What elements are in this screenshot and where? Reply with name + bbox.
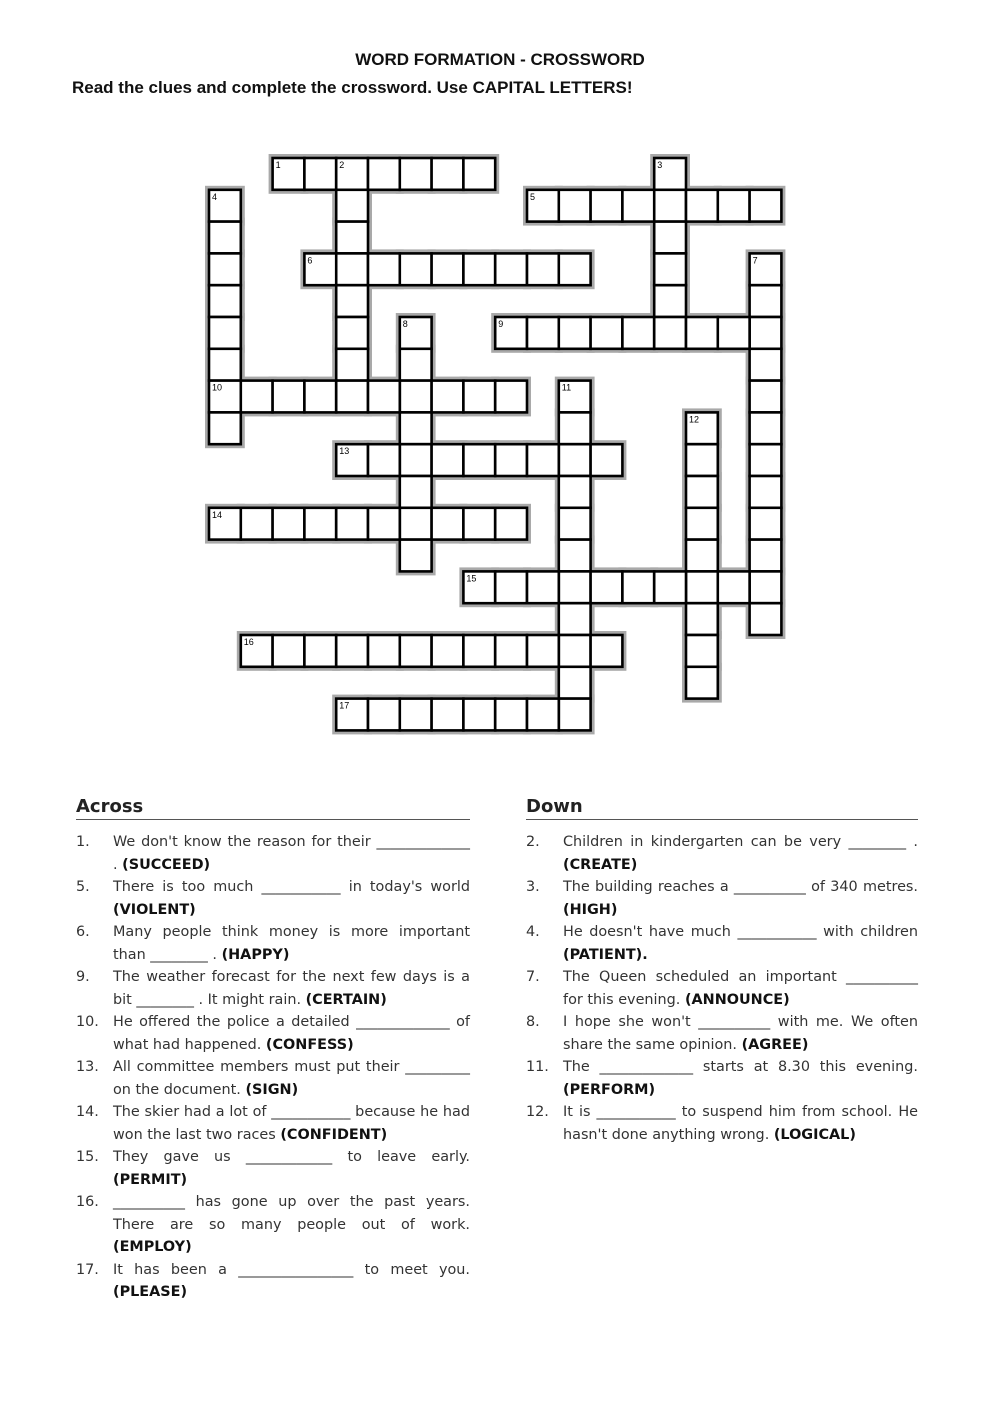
cell-number: 9 bbox=[498, 319, 504, 329]
grid-cell[interactable] bbox=[400, 508, 432, 540]
grid-cell[interactable] bbox=[654, 253, 686, 285]
grid-cell[interactable] bbox=[559, 508, 591, 540]
grid-cell[interactable] bbox=[463, 508, 495, 540]
clue-number: 5. bbox=[76, 879, 90, 895]
cell-number: 13 bbox=[339, 446, 350, 457]
worksheet-instructions: Read the clues and complete the crossword. Use CAPITAL LETTERS! bbox=[72, 78, 633, 97]
grid-cell[interactable] bbox=[686, 317, 718, 349]
grid-cell[interactable] bbox=[622, 571, 654, 603]
cell-number: 6 bbox=[307, 255, 313, 266]
clue-text: __________ has gone up over the past years. There are so many people out of work. (EMPLOY) bbox=[113, 1194, 470, 1255]
grid-cell[interactable] bbox=[368, 699, 400, 731]
grid-cell[interactable] bbox=[495, 444, 527, 476]
across-clue bbox=[76, 1011, 470, 1056]
grid-cell[interactable] bbox=[336, 285, 368, 317]
grid-cell[interactable] bbox=[718, 317, 750, 349]
across-clue bbox=[76, 1259, 470, 1304]
across-clue bbox=[76, 876, 470, 921]
cell-number: 10 bbox=[212, 382, 223, 393]
grid-cell[interactable] bbox=[400, 253, 432, 285]
down-clue bbox=[526, 1101, 918, 1146]
clue-root-word: (EMPLOY) bbox=[113, 1239, 192, 1255]
grid-cell[interactable] bbox=[686, 190, 718, 222]
grid-cell[interactable] bbox=[495, 253, 527, 285]
grid-cell[interactable] bbox=[400, 444, 432, 476]
clue-root-word: (CONFESS) bbox=[265, 1036, 354, 1053]
grid-cell[interactable] bbox=[209, 349, 241, 381]
cell-number: 3 bbox=[657, 160, 663, 170]
grid-cell[interactable] bbox=[400, 381, 432, 413]
grid-cell[interactable] bbox=[591, 190, 623, 222]
clue-text: All committee members must put their _________ on the document. (SIGN) bbox=[113, 1059, 470, 1098]
grid-cell[interactable] bbox=[591, 444, 623, 476]
grid-cell[interactable] bbox=[750, 381, 782, 413]
cell-number: 17 bbox=[339, 700, 350, 711]
grid-cell[interactable] bbox=[527, 571, 559, 603]
grid-cell[interactable] bbox=[686, 603, 718, 635]
grid-cell[interactable] bbox=[559, 603, 591, 635]
grid-cell[interactable] bbox=[718, 190, 750, 222]
grid-cell[interactable] bbox=[654, 222, 686, 254]
grid-cell[interactable] bbox=[209, 412, 241, 444]
clue-text: We don't know the reason for their _____________ . (SUCCEED) bbox=[113, 834, 470, 873]
grid-cell[interactable] bbox=[750, 508, 782, 540]
grid-cell[interactable] bbox=[432, 635, 464, 667]
grid-cell[interactable] bbox=[686, 635, 718, 667]
grid-cell[interactable] bbox=[750, 444, 782, 476]
clue-number: 17. bbox=[76, 1261, 99, 1278]
grid-cell[interactable] bbox=[559, 540, 591, 572]
grid-cell[interactable] bbox=[750, 190, 782, 222]
grid-cell[interactable] bbox=[400, 540, 432, 572]
grid-cell[interactable] bbox=[400, 349, 432, 381]
grid-cell[interactable] bbox=[750, 285, 782, 317]
clue-text: The weather forecast for the next few days is a bit ________ . It might rain. (CERTAIN) bbox=[113, 969, 470, 1008]
grid-cell[interactable] bbox=[400, 635, 432, 667]
grid-cell[interactable] bbox=[432, 508, 464, 540]
cell-number: 14 bbox=[212, 509, 223, 520]
grid-cell[interactable] bbox=[686, 476, 718, 508]
clue-root-word: (SUCCEED) bbox=[122, 856, 211, 873]
grid-cell[interactable] bbox=[527, 444, 559, 476]
clue-number: 10. bbox=[76, 1014, 99, 1030]
grid-cell[interactable] bbox=[368, 381, 400, 413]
clue-root-word: (CERTAIN) bbox=[305, 991, 387, 1008]
grid-cell[interactable] bbox=[559, 253, 591, 285]
grid-cell[interactable] bbox=[495, 381, 527, 413]
grid-cell[interactable] bbox=[463, 635, 495, 667]
across-clue bbox=[76, 1056, 470, 1101]
across-clues-section bbox=[76, 796, 470, 1304]
clue-number: 1. bbox=[76, 834, 90, 850]
clue-root-word: (PATIENT). bbox=[563, 946, 648, 963]
grid-cell[interactable] bbox=[750, 603, 782, 635]
grid-cell[interactable] bbox=[591, 571, 623, 603]
clue-text: Many people think money is more important than ________ . (HAPPY) bbox=[113, 924, 470, 963]
clue-text: They gave us ____________ to leave early. (PERMIT) bbox=[113, 1149, 470, 1188]
clue-text: It is ___________ to suspend him from school. He hasn't done anything wrong. (LOGICAL) bbox=[563, 1104, 918, 1143]
grid-cell[interactable] bbox=[432, 253, 464, 285]
grid-cell[interactable] bbox=[336, 349, 368, 381]
down-clue bbox=[526, 1056, 918, 1101]
down-clue bbox=[526, 1011, 918, 1056]
clue-text: It has been a ________________ to meet you. (PLEASE) bbox=[113, 1261, 470, 1300]
clue-number: 13. bbox=[76, 1059, 99, 1075]
grid-cell[interactable] bbox=[559, 412, 591, 444]
clue-text: I hope she won't __________ with me. We often share the same opinion. (AGREE) bbox=[563, 1014, 918, 1053]
grid-cell[interactable] bbox=[559, 444, 591, 476]
grid-cell[interactable] bbox=[368, 508, 400, 540]
grid-cell[interactable] bbox=[686, 444, 718, 476]
clue-root-word: (LOGICAL) bbox=[773, 1126, 856, 1143]
grid-cell[interactable] bbox=[400, 158, 432, 190]
down-clue bbox=[526, 831, 918, 876]
clue-number: 12. bbox=[526, 1104, 549, 1120]
grid-cell[interactable] bbox=[400, 412, 432, 444]
clue-root-word: (CONFIDENT) bbox=[280, 1126, 388, 1143]
grid-cell[interactable] bbox=[336, 317, 368, 349]
cell-number: 12 bbox=[689, 414, 700, 425]
grid-cell[interactable] bbox=[241, 381, 273, 413]
clue-text: The building reaches a __________ of 340 metres. (HIGH) bbox=[563, 879, 918, 918]
down-clue bbox=[526, 921, 918, 966]
cell-number: 8 bbox=[402, 319, 408, 329]
clue-text: The _____________ starts at 8.30 this evening. (PERFORM) bbox=[563, 1059, 918, 1098]
grid-cell[interactable] bbox=[750, 317, 782, 349]
grid-cell[interactable] bbox=[336, 381, 368, 413]
across-heading: Across bbox=[76, 796, 470, 820]
clue-number: 8. bbox=[526, 1014, 540, 1030]
grid-cell[interactable] bbox=[400, 699, 432, 731]
grid-cell[interactable] bbox=[622, 317, 654, 349]
clue-number: 16. bbox=[76, 1194, 99, 1210]
grid-cell[interactable] bbox=[432, 381, 464, 413]
clue-number: 6. bbox=[76, 924, 90, 940]
clue-number: 14. bbox=[76, 1104, 99, 1120]
grid-cell[interactable] bbox=[654, 190, 686, 222]
cell-number: 15 bbox=[466, 573, 477, 584]
grid-cell[interactable] bbox=[241, 508, 273, 540]
clue-number: 11. bbox=[526, 1059, 549, 1075]
down-clue bbox=[526, 876, 918, 921]
clue-root-word: (AGREE) bbox=[741, 1036, 809, 1053]
grid-cell[interactable] bbox=[304, 381, 336, 413]
grid-cell[interactable] bbox=[209, 285, 241, 317]
down-clue-list bbox=[526, 831, 918, 1146]
grid-cell[interactable] bbox=[559, 476, 591, 508]
grid-cell[interactable] bbox=[209, 222, 241, 254]
cell-number: 5 bbox=[530, 191, 536, 202]
grid-cell[interactable] bbox=[432, 699, 464, 731]
grid-cell[interactable] bbox=[718, 571, 750, 603]
grid-cell[interactable] bbox=[559, 317, 591, 349]
across-clue bbox=[76, 921, 470, 966]
clue-root-word: (HAPPY) bbox=[221, 946, 290, 963]
clue-number: 7. bbox=[526, 969, 540, 985]
clue-number: 15. bbox=[76, 1149, 99, 1165]
clue-number: 9. bbox=[76, 969, 90, 985]
grid-cell[interactable] bbox=[336, 222, 368, 254]
down-clue bbox=[526, 966, 918, 1011]
grid-cell[interactable] bbox=[209, 253, 241, 285]
clue-root-word: (PLEASE) bbox=[113, 1284, 188, 1300]
grid-cell[interactable] bbox=[336, 508, 368, 540]
clue-text: The skier had a lot of ___________ because he had won the last two races (CONFIDENT) bbox=[113, 1104, 470, 1143]
grid-cell[interactable] bbox=[432, 158, 464, 190]
grid-cell[interactable] bbox=[495, 508, 527, 540]
grid-cell[interactable] bbox=[495, 635, 527, 667]
clue-root-word: (PERMIT) bbox=[113, 1171, 188, 1188]
grid-cell[interactable] bbox=[273, 635, 305, 667]
grid-cell[interactable] bbox=[559, 667, 591, 699]
across-clue bbox=[76, 1191, 470, 1259]
down-clues-section bbox=[526, 796, 918, 1146]
cell-number: 2 bbox=[339, 160, 345, 170]
clue-root-word: (PERFORM) bbox=[563, 1081, 656, 1098]
grid-cell[interactable] bbox=[273, 381, 305, 413]
grid-cell[interactable] bbox=[686, 667, 718, 699]
grid-cell[interactable] bbox=[750, 540, 782, 572]
grid-cell[interactable] bbox=[654, 285, 686, 317]
grid-cell[interactable] bbox=[559, 190, 591, 222]
cell-number: 16 bbox=[243, 637, 254, 647]
grid-cell[interactable] bbox=[400, 476, 432, 508]
cell-number: 1 bbox=[275, 160, 281, 170]
clue-root-word: (VIOLENT) bbox=[113, 901, 196, 918]
clue-number: 4. bbox=[526, 924, 540, 940]
grid-cell[interactable] bbox=[750, 571, 782, 603]
grid-cell[interactable] bbox=[654, 571, 686, 603]
clue-root-word: (CREATE) bbox=[563, 856, 638, 873]
grid-cell[interactable] bbox=[336, 253, 368, 285]
grid-cell[interactable] bbox=[686, 540, 718, 572]
clue-number: 3. bbox=[526, 879, 540, 895]
clue-root-word: (ANNOUNCE) bbox=[684, 991, 790, 1008]
clue-text: The Queen scheduled an important __________ for this evening. (ANNOUNCE) bbox=[563, 969, 918, 1008]
grid-cell[interactable] bbox=[591, 635, 623, 667]
grid-cell[interactable] bbox=[463, 253, 495, 285]
across-clue bbox=[76, 966, 470, 1011]
grid-cell[interactable] bbox=[559, 699, 591, 731]
across-clue bbox=[76, 1101, 470, 1146]
clue-text: He doesn't have much ___________ with children (PATIENT). bbox=[563, 924, 918, 963]
grid-cell[interactable] bbox=[463, 158, 495, 190]
grid-cell[interactable] bbox=[495, 699, 527, 731]
clue-text: There is too much ___________ in today's world (VIOLENT) bbox=[113, 879, 470, 918]
across-clue bbox=[76, 1146, 470, 1191]
grid-cell[interactable] bbox=[750, 412, 782, 444]
clue-number: 2. bbox=[526, 834, 540, 850]
grid-cell[interactable] bbox=[591, 317, 623, 349]
worksheet-title: WORD FORMATION - CROSSWORD bbox=[355, 50, 645, 69]
grid-cell[interactable] bbox=[527, 699, 559, 731]
grid-cell[interactable] bbox=[304, 158, 336, 190]
grid-cell[interactable] bbox=[559, 635, 591, 667]
grid-cell[interactable] bbox=[495, 571, 527, 603]
grid-cell[interactable] bbox=[336, 635, 368, 667]
clue-root-word: (SIGN) bbox=[245, 1081, 299, 1098]
cell-number: 4 bbox=[212, 191, 218, 202]
grid-cell[interactable] bbox=[368, 253, 400, 285]
grid-cell[interactable] bbox=[304, 508, 336, 540]
grid-cell[interactable] bbox=[432, 444, 464, 476]
grid-cell[interactable] bbox=[686, 508, 718, 540]
grid-cell[interactable] bbox=[273, 508, 305, 540]
grid-cell[interactable] bbox=[209, 317, 241, 349]
grid-cell[interactable] bbox=[686, 571, 718, 603]
grid-cell[interactable] bbox=[463, 699, 495, 731]
grid-cell[interactable] bbox=[304, 635, 336, 667]
grid-cell[interactable] bbox=[463, 444, 495, 476]
clue-root-word: (HIGH) bbox=[563, 901, 618, 918]
grid-cell[interactable] bbox=[750, 349, 782, 381]
grid-cell[interactable] bbox=[527, 253, 559, 285]
grid-cell[interactable] bbox=[336, 190, 368, 222]
grid-cell[interactable] bbox=[750, 476, 782, 508]
clue-text: He offered the police a detailed _____________ of what had happened. (CONFESS) bbox=[113, 1014, 470, 1053]
across-clue bbox=[76, 831, 470, 876]
grid-cell[interactable] bbox=[654, 317, 686, 349]
down-heading: Down bbox=[526, 796, 918, 820]
grid-cell[interactable] bbox=[368, 635, 400, 667]
cell-number: 11 bbox=[561, 382, 572, 393]
grid-cell[interactable] bbox=[622, 190, 654, 222]
clue-text: Children in kindergarten can be very ________ . (CREATE) bbox=[563, 834, 918, 873]
grid-cell[interactable] bbox=[368, 444, 400, 476]
grid-cell[interactable] bbox=[368, 158, 400, 190]
grid-cell[interactable] bbox=[559, 571, 591, 603]
grid-cell[interactable] bbox=[527, 635, 559, 667]
across-clue-list bbox=[76, 831, 470, 1304]
cell-number: 7 bbox=[752, 255, 758, 266]
grid-cell[interactable] bbox=[463, 381, 495, 413]
grid-cell[interactable] bbox=[527, 317, 559, 349]
